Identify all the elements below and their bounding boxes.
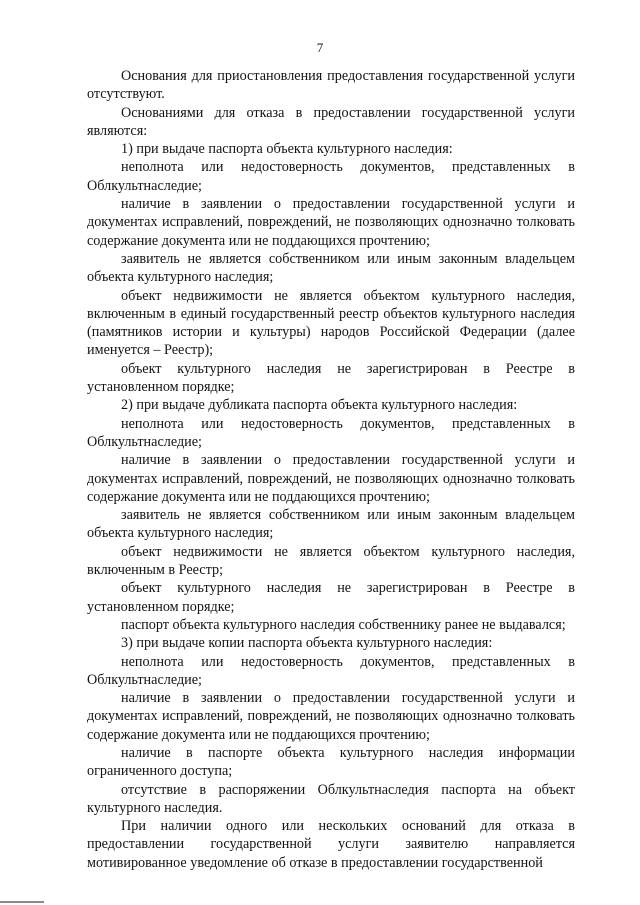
list-item: объект недвижимости не является объектом культурного наследия, включенным в Реестр; bbox=[87, 543, 575, 579]
list-item: объект недвижимости не является объектом культурного наследия, включенным в единый государственный реестр объектов культурного наследия (памятников истории и культуры) народов Российской Федерации (далее именуется – Реестр); bbox=[87, 287, 575, 359]
list-item: заявитель не является собственником или иным законным владельцем объекта культурного наследия; bbox=[87, 250, 575, 286]
list-item: отсутствие в распоряжении Облкультнаследия паспорта на объект культурного наследия. bbox=[87, 781, 575, 816]
list-item: наличие в заявлении о предоставлении государственной услуги и документах исправлений, повреждений, не позволяющих однозначно толковать содержание документа или не поддающихся прочтению; bbox=[87, 196, 575, 249]
list-item: заявитель не является собственником или иным законным владельцем объекта культурного наследия; bbox=[87, 507, 575, 542]
document-body bbox=[87, 67, 575, 872]
page-number: 7 bbox=[316, 40, 324, 55]
list-item: объект культурного наследия не зарегистрирован в Реестре в установленном порядке; bbox=[87, 360, 575, 396]
list-item: наличие в заявлении о предоставлении государственной услуги и документах исправлений, повреждений, не позволяющих однозначно толковать содержание документа или не поддающихся прочтению; bbox=[87, 690, 575, 743]
paragraph: Основания для приостановления предоставления государственной услуги отсутствуют. bbox=[87, 68, 575, 103]
list-item: наличие в паспорте объекта культурного наследия информации ограниченного доступа; bbox=[87, 744, 575, 780]
list-heading: 1) при выдаче паспорта объекта культурного наследия: bbox=[121, 141, 453, 158]
list-item: неполнота или недостоверность документов, представленных в Облкультнаследие; bbox=[87, 653, 575, 688]
list-item: неполнота или недостоверность документов, представленных в Облкультнаследие; bbox=[87, 159, 575, 194]
list-item: паспорт объекта культурного наследия собственнику ранее не выдавался; bbox=[121, 616, 566, 633]
scan-edge-mark bbox=[0, 901, 44, 903]
list-heading: 3) при выдаче копии паспорта объекта культурного наследия: bbox=[121, 635, 493, 652]
paragraph: При наличии одного или нескольких оснований для отказа в предоставлении государственной услуги заявителю направляется мотивированное уведомление об отказе в предоставлении государственной bbox=[87, 818, 575, 871]
list-item: наличие в заявлении о предоставлении государственной услуги и документах исправлений, повреждений, не позволяющих однозначно толковать содержание документа или не поддающихся прочтению; bbox=[87, 452, 575, 505]
list-heading: 2) при выдаче дубликата паспорта объекта культурного наследия: bbox=[121, 397, 518, 414]
list-item: неполнота или недостоверность документов, представленных в Облкультнаследие; bbox=[87, 415, 575, 450]
paragraph: Основаниями для отказа в предоставлении государственной услуги являются: bbox=[87, 104, 575, 139]
list-item: объект культурного наследия не зарегистрирован в Реестре в установленном порядке; bbox=[87, 580, 575, 615]
